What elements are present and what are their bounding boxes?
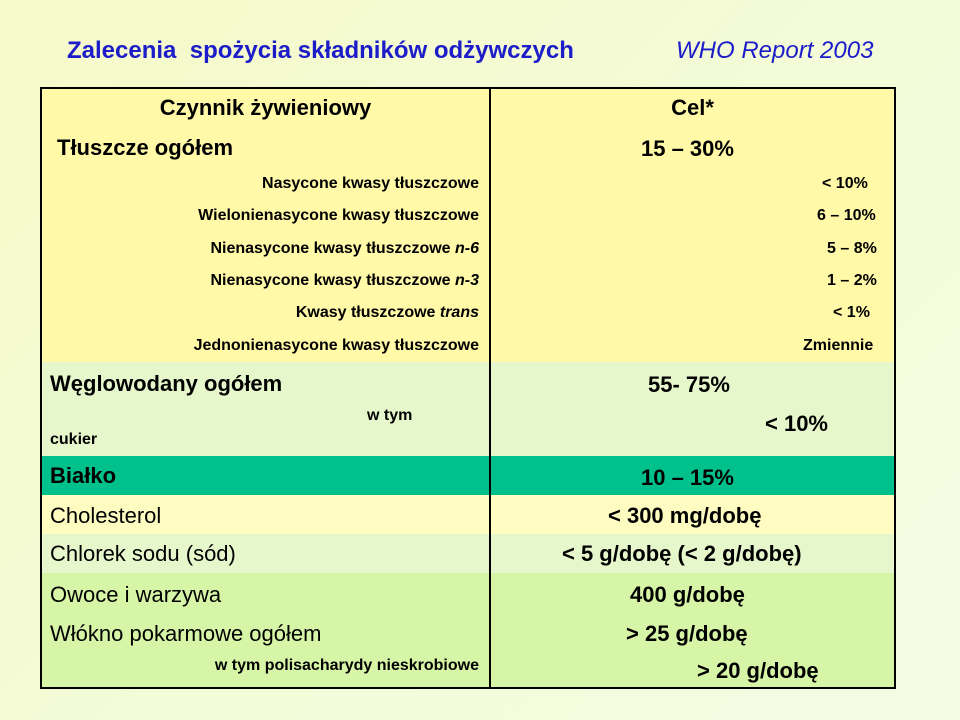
nutrition-table <box>40 87 896 689</box>
carbs-value: 55- 75% <box>648 372 730 397</box>
fat-item-label: Jednonienasycone kwasy tłuszczowe <box>193 337 479 354</box>
fat-item-label: Kwasy tłuszczowe trans <box>295 304 479 321</box>
header-row <box>42 89 894 128</box>
sugar-value: < 10% <box>765 411 828 436</box>
salt-row <box>42 534 894 573</box>
fat-item-value: 6 – 10% <box>817 207 876 224</box>
fruit-row <box>42 573 894 612</box>
header-goal: Cel* <box>671 95 714 120</box>
protein-value: 10 – 15% <box>641 465 734 490</box>
fat-item-value: 1 – 2% <box>827 272 877 289</box>
report-source: WHO Report 2003 <box>676 37 874 64</box>
carbs-row <box>42 362 894 456</box>
fruit-value: 400 g/dobę <box>630 582 745 607</box>
fiber-row <box>42 612 894 687</box>
sugar-label: cukier <box>50 431 98 448</box>
cholesterol-row <box>42 495 894 534</box>
fat-item-label: Nienasycone kwasy tłuszczowe n-6 <box>210 240 479 257</box>
salt-value: < 5 g/dobę (< 2 g/dobę) <box>562 541 802 566</box>
fat-item-label: Nienasycone kwasy tłuszczowe n-3 <box>210 272 479 289</box>
protein-label: Białko <box>50 463 117 488</box>
fat-item-value: 5 – 8% <box>827 240 877 257</box>
fats-label: Tłuszcze ogółem <box>57 135 234 160</box>
carbs-label: Węglowodany ogółem <box>50 371 283 396</box>
fiber-sub-value: > 20 g/dobę <box>697 658 819 683</box>
protein-row <box>42 456 894 495</box>
fats-value: 15 – 30% <box>641 136 734 161</box>
header-factor: Czynnik żywieniowy <box>159 95 372 120</box>
column-divider <box>489 89 491 687</box>
fat-item-label: Wielonienasycone kwasy tłuszczowe <box>198 207 479 224</box>
salt-label: Chlorek sodu (sód) <box>50 541 236 566</box>
fat-item-value: Zmiennie <box>803 337 874 354</box>
fat-item-value: < 1% <box>833 304 870 321</box>
fats-row <box>42 128 894 362</box>
cholesterol-label: Cholesterol <box>50 503 162 528</box>
page-title: Zalecenia spożycia składników odżywczych <box>67 37 574 64</box>
fiber-label: Włókno pokarmowe ogółem <box>50 621 322 646</box>
fat-item-value: < 10% <box>822 175 868 192</box>
fiber-sub-label: w tym polisacharydy nieskrobiowe <box>214 657 479 674</box>
fiber-value: > 25 g/dobę <box>626 621 748 646</box>
cholesterol-value: < 300 mg/dobę <box>608 503 762 528</box>
fat-item-label: Nasycone kwasy tłuszczowe <box>262 175 479 192</box>
carbs-in-which: w tym <box>367 407 413 424</box>
fruit-label: Owoce i warzywa <box>50 582 222 607</box>
